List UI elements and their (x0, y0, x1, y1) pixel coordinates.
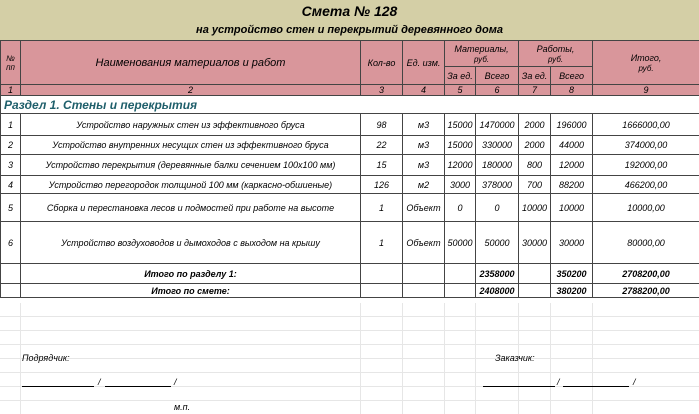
customer-sign-line (483, 386, 555, 387)
grand-total-value: 2788200,00 (593, 284, 699, 298)
row-name: Устройство перегородок толщиной 100 мм (каркасно-обшиеные) (21, 176, 361, 194)
row-number: 1 (1, 114, 21, 136)
row-work-total: 30000 (551, 222, 593, 264)
row-name: Устройство воздуховодов и дымоходов с выходом на крышу (21, 222, 361, 264)
row-qty: 126 (361, 176, 403, 194)
row-total: 10000,00 (593, 194, 699, 222)
stamp-label: м.п. (174, 402, 191, 412)
row-number: 5 (1, 194, 21, 222)
row-unit: м3 (403, 114, 445, 136)
contractor-slash: / (98, 377, 101, 387)
header-qty: Кол-во (361, 41, 403, 85)
header-work-unit: За ед. (519, 67, 551, 85)
row-unit: м3 (403, 155, 445, 176)
column-numbers-row (1, 85, 699, 96)
row-mat-unit: 15000 (445, 136, 476, 155)
row-qty: 1 (361, 222, 403, 264)
row-mat-total: 50000 (476, 222, 519, 264)
customer-name-line (563, 386, 629, 387)
col-number: 5 (445, 85, 476, 96)
row-work-unit: 2000 (519, 136, 551, 155)
empty-cell (1, 264, 21, 284)
section-total-label: Итого по разделу 1: (21, 264, 361, 284)
col-number: 8 (551, 85, 593, 96)
row-name: Устройство внутренних несущих стен из эффективного бруса (21, 136, 361, 155)
row-qty: 15 (361, 155, 403, 176)
header-mat-unit: За ед. (445, 67, 476, 85)
col-number: 7 (519, 85, 551, 96)
row-name: Устройство наружных стен из эффективного бруса (21, 114, 361, 136)
row-mat-unit: 15000 (445, 114, 476, 136)
header-name: Наименования материалов и работ (21, 41, 361, 85)
row-qty: 98 (361, 114, 403, 136)
row-number: 4 (1, 176, 21, 194)
grand-mat-total: 2408000 (476, 284, 519, 298)
header-works: Работы, руб. (519, 41, 593, 67)
row-work-unit: 800 (519, 155, 551, 176)
header-work-all: Всего (551, 67, 593, 85)
empty-cell (403, 284, 445, 298)
col-number: 1 (1, 85, 21, 96)
section-work-total: 350200 (551, 264, 593, 284)
table-row (1, 136, 699, 155)
grid-line (592, 303, 593, 414)
row-total: 1666000,00 (593, 114, 699, 136)
section-title: Раздел 1. Стены и перекрытия (1, 96, 699, 114)
estimate-table (0, 40, 699, 298)
row-unit: Объект (403, 194, 445, 222)
grid-line (0, 400, 699, 401)
grand-work-total: 380200 (551, 284, 593, 298)
header-materials: Материалы, руб. (445, 41, 519, 67)
contractor-label: Подрядчик: (22, 353, 70, 363)
header-mat-all: Всего (476, 67, 519, 85)
row-total: 466200,00 (593, 176, 699, 194)
row-mat-total: 0 (476, 194, 519, 222)
grid-line (20, 303, 21, 414)
row-work-unit: 2000 (519, 114, 551, 136)
row-total: 80000,00 (593, 222, 699, 264)
row-mat-unit: 50000 (445, 222, 476, 264)
empty-cell (519, 264, 551, 284)
row-unit: м3 (403, 136, 445, 155)
grid-line (475, 303, 476, 414)
grand-total-row (1, 284, 699, 298)
empty-cell (445, 284, 476, 298)
col-number: 9 (593, 85, 699, 96)
row-mat-unit: 3000 (445, 176, 476, 194)
col-number: 4 (403, 85, 445, 96)
row-number: 6 (1, 222, 21, 264)
table-row (1, 176, 699, 194)
col-number: 2 (21, 85, 361, 96)
section-total-row (1, 264, 699, 284)
row-name: Сборка и перестановка лесов и подмостей при работе на высоте (21, 194, 361, 222)
header-unit: Ед. изм. (403, 41, 445, 85)
table-row (1, 114, 699, 136)
grid-line (0, 316, 699, 317)
empty-cell (403, 264, 445, 284)
header-num: № пп (1, 41, 21, 85)
row-total: 374000,00 (593, 136, 699, 155)
empty-cell (445, 264, 476, 284)
col-number: 3 (361, 85, 403, 96)
table-row (1, 194, 699, 222)
grid-line (402, 303, 403, 414)
section-row (1, 96, 699, 114)
section-grand-total: 2708200,00 (593, 264, 699, 284)
grid-line (0, 372, 699, 373)
row-number: 3 (1, 155, 21, 176)
row-work-unit: 700 (519, 176, 551, 194)
row-mat-unit: 12000 (445, 155, 476, 176)
section-mat-total: 2358000 (476, 264, 519, 284)
grid-line (550, 303, 551, 414)
estimate-title: Смета № 128 (301, 3, 398, 19)
row-total: 192000,00 (593, 155, 699, 176)
row-mat-total: 180000 (476, 155, 519, 176)
row-work-total: 10000 (551, 194, 593, 222)
estimate-subtitle: на устройство стен и перекрытий деревянного дома (196, 24, 503, 36)
table-row (1, 222, 699, 264)
customer-label: Заказчик: (495, 353, 535, 363)
header-total: Итого, руб. (593, 41, 699, 85)
row-mat-unit: 0 (445, 194, 476, 222)
contractor-sign-line (22, 386, 94, 387)
row-number: 2 (1, 136, 21, 155)
row-work-total: 44000 (551, 136, 593, 155)
row-work-unit: 10000 (519, 194, 551, 222)
row-unit: Объект (403, 222, 445, 264)
col-number: 6 (476, 85, 519, 96)
row-qty: 22 (361, 136, 403, 155)
customer-slash: / (557, 377, 560, 387)
grid-line (0, 344, 699, 345)
row-unit: м2 (403, 176, 445, 194)
row-work-total: 88200 (551, 176, 593, 194)
grid-line (0, 330, 699, 331)
row-mat-total: 1470000 (476, 114, 519, 136)
empty-cell (519, 284, 551, 298)
grid-line (444, 303, 445, 414)
empty-cell (361, 264, 403, 284)
row-work-unit: 30000 (519, 222, 551, 264)
row-work-total: 196000 (551, 114, 593, 136)
row-work-total: 12000 (551, 155, 593, 176)
row-mat-total: 378000 (476, 176, 519, 194)
row-qty: 1 (361, 194, 403, 222)
table-row (1, 155, 699, 176)
empty-cell (361, 284, 403, 298)
row-name: Устройство перекрытия (деревянные балки сечением 100х100 мм) (21, 155, 361, 176)
empty-cell (1, 284, 21, 298)
grid-line (360, 303, 361, 414)
customer-slash-end: / (633, 377, 636, 387)
grand-total-label: Итого по смете: (21, 284, 361, 298)
contractor-name-line (105, 386, 171, 387)
row-mat-total: 330000 (476, 136, 519, 155)
grid-line (0, 358, 699, 359)
contractor-slash-end: / (174, 377, 177, 387)
